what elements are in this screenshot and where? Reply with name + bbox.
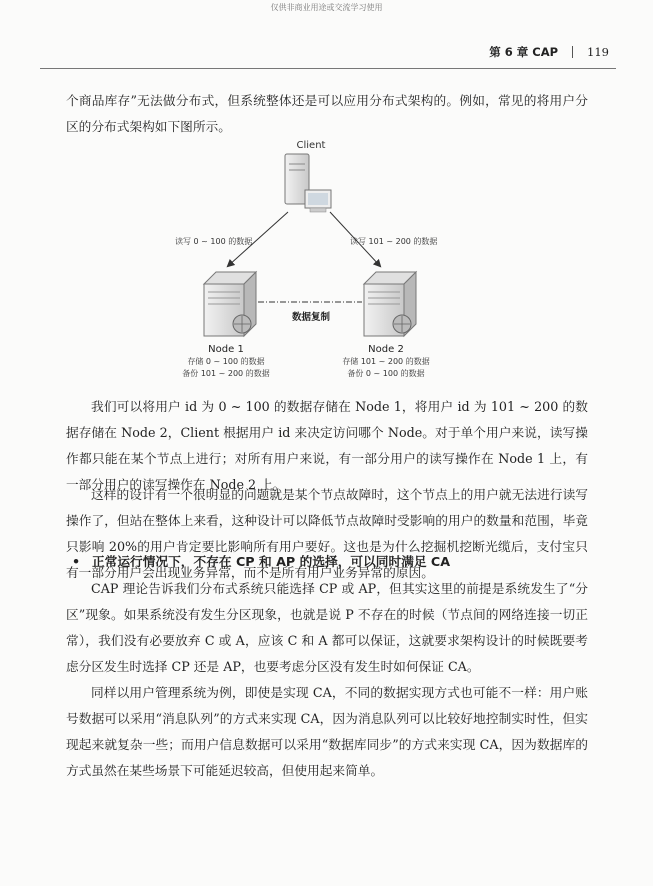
bullet-text: 正常运行情况下，不存在 CP 和 AP 的选择，可以同时满足 CA — [92, 554, 451, 569]
partition-architecture-diagram — [170, 134, 480, 384]
edge-right-label: 读写 101 ~ 200 的数据 — [350, 237, 438, 246]
node1-backup: 备份 101 ~ 200 的数据 — [182, 369, 270, 378]
client-label: Client — [296, 140, 326, 151]
page-header — [40, 44, 615, 62]
edge-left-label: 读写 0 ~ 100 的数据 — [175, 237, 253, 246]
header-separator — [572, 46, 573, 58]
page-number: 119 — [587, 45, 609, 59]
node1-server-icon — [204, 272, 256, 336]
paragraph-ca-example: 同样以用户管理系统为例，即使是实现 CA，不同的数据实现方式也可能不一样：用户账号数据可以采用“消息队列”的方式来实现 CA，因为消息队列可以比较好地控制实时性，但实现起来就复杂一些；而用户信息数据可以采用“数据库同步”的方式来实现 CA，因为数据库的方式虽然在某些场景下可能延迟较高，但使用起来简单。 — [66, 685, 588, 778]
paragraph-fault: 这样的设计有一个很明显的问题就是某个节点故障时，这个节点上的用户就无法进行读写操作了，但站在整体上来看，这种设计可以降低节点故障时受影响的用户的数量和范围，毕竟只影响 20%的用户肯定要比影响所有用户要好。这也是为什么挖掘机挖断光缆后，支付宝只有一部分用户会出现业务异常，而不是所有用户业务异常的原因。 — [66, 487, 588, 580]
client-computer-icon — [285, 154, 331, 212]
node2-name: Node 2 — [368, 344, 404, 355]
bullet-heading — [72, 551, 592, 570]
chapter-title: 第 6 章 CAP — [489, 45, 559, 59]
paragraph-cap: CAP 理论告诉我们分布式系统只能选择 CP 或 AP，但其实这里的前提是系统发生了“分区”现象。如果系统没有发生分区现象，也就是说 P 不存在的时候（节点间的网络连接一切正常），我们没有必要放弃 C 或 A，应该 C 和 A 都可以保证，这就要求架构设计的时候既要考虑分区发生时选择 CP 还是 AP，也要考虑分区没有发生时如何保证 CA。 — [66, 581, 588, 674]
node2-server-icon — [364, 272, 416, 336]
watermark: 仅供非商业用途或交流学习使用 — [270, 3, 383, 12]
node2-store: 存储 101 ~ 200 的数据 — [342, 357, 430, 366]
paragraph-partition: 我们可以将用户 id 为 0 ~ 100 的数据存储在 Node 1，将用户 id 为 101 ~ 200 的数据存储在 Node 2，Client 根据用户 id 来决定访问哪个 Node。对于单个用户来说，读写操作都只能在某个节点上进行；对所有用户来说，有一部分用户的读写操作在 Node 1 上，有一部分用户的读写操作在 Node 2 上。 — [66, 399, 588, 492]
replication-label: 数据复制 — [291, 312, 331, 323]
bullet-dot: • — [72, 554, 81, 569]
node1-store: 存储 0 ~ 100 的数据 — [187, 357, 265, 366]
paragraph-intro: 个商品库存”无法做分布式，但系统整体还是可以应用分布式架构的。例如，常见的将用户分区的分布式架构如下图所示。 — [66, 93, 588, 134]
node2-backup: 备份 0 ~ 100 的数据 — [347, 369, 425, 378]
header-rule — [40, 68, 616, 69]
node1-name: Node 1 — [208, 344, 244, 355]
